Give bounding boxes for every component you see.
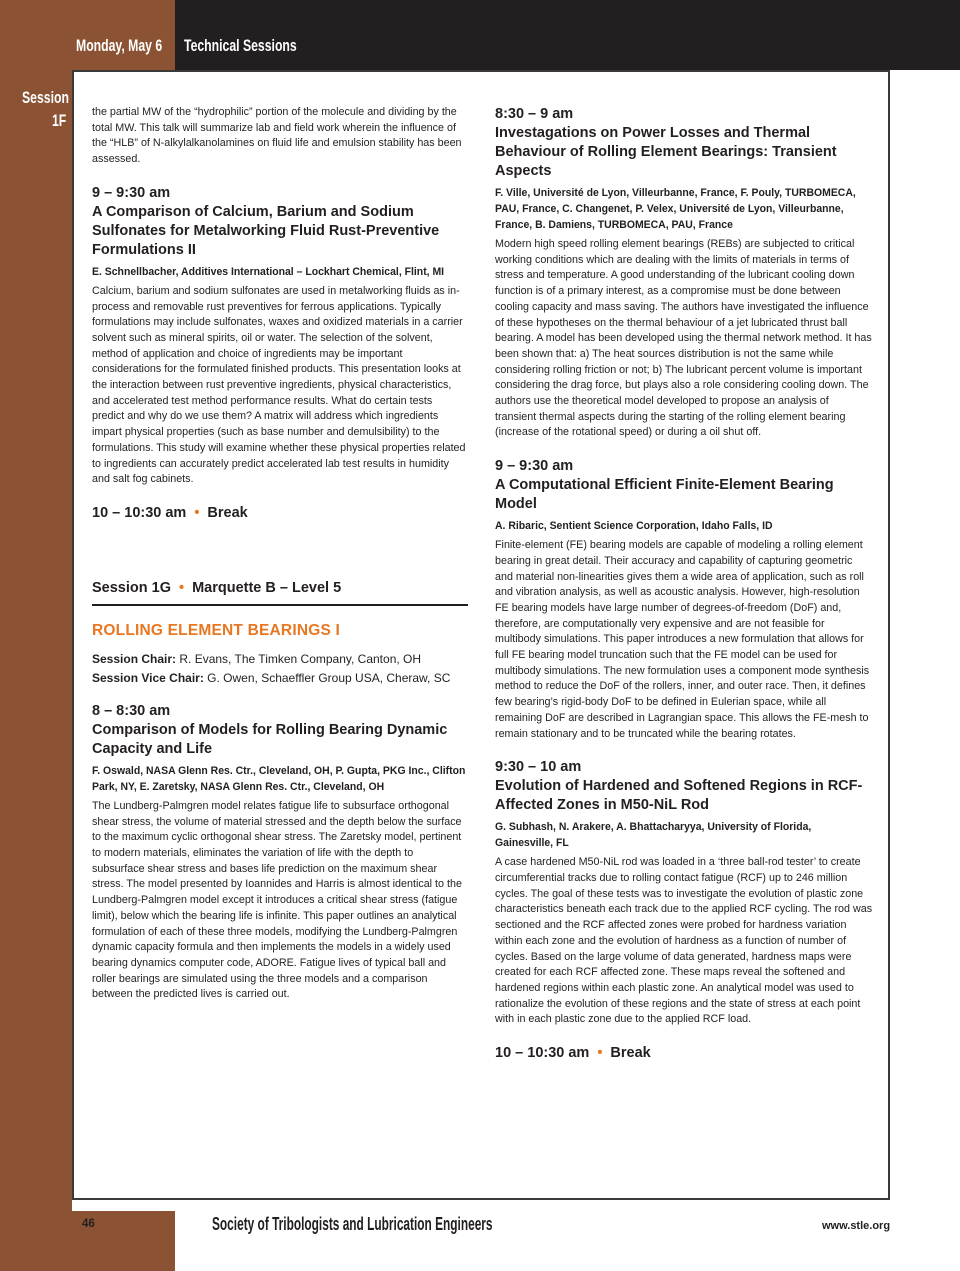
header-day: Monday, May 6 xyxy=(76,36,163,55)
talk-abstract: A case hardened M50-NiL rod was loaded in a ‘three ball-rod tester’ to create circumferential tracks due to rolling contact fatigue (RCF) up to 246 million cycles. The goal of these tests was to investigate the evolution of plastic zone characteristics beneath each track due to the applied RCF cycling. The rod was sectioned and the RCF affected zones were probed for hardness variation within each zone and the evolution of hardness as a function of number of cycles. Based on the large volume of data generated, hardness maps were created for each RCF affected zone. These maps reveal the softened and hardened regions within each plastic zone. An analytical model was used to rationalize the evolution of these regions and the state of stress at each point with in each plastic zone due to the applied RCF load. xyxy=(495,856,873,1026)
break-time: 10 – 10:30 am xyxy=(495,1045,590,1062)
talk-block xyxy=(495,105,873,441)
side-band xyxy=(0,0,72,1271)
break-label: Break xyxy=(610,1045,651,1062)
talk-title: A Computational Efficient Finite-Element Bearing Model xyxy=(495,477,834,513)
session-name: ROLLING ELEMENT BEARINGS I xyxy=(92,621,341,639)
break-entry xyxy=(92,504,468,523)
right-column xyxy=(495,105,873,1063)
talk-title: Investagations on Power Losses and Thermal Behaviour of Rolling Element Bearings: Transient Aspects xyxy=(495,125,837,179)
talk-block xyxy=(495,758,873,1028)
talk-time: 8 – 8:30 am xyxy=(92,702,171,719)
header-brown-block xyxy=(0,0,175,70)
talk-block xyxy=(92,702,468,1003)
talk-time: 9 – 9:30 am xyxy=(495,458,574,475)
session-id: Session 1G xyxy=(92,579,171,596)
break-label: Break xyxy=(207,504,248,521)
bullet-dot: • xyxy=(194,504,200,521)
talk-authors: F. Ville, Université de Lyon, Villeurbanne, France, F. Pouly, TURBOMECA, PAU, France, C. Changenet, P. Velex, Université de Lyon, Villeurbanne, France, B. Damiens, TURBOMECA, PAU, France xyxy=(495,187,856,231)
bullet-dot: • xyxy=(178,579,185,596)
content-box xyxy=(72,70,890,1200)
talk-abstract: The Lundberg-Palmgren model relates fatigue life to subsurface orthogonal shear stress, the volume of material stressed and the depth below the surface to the maximum cyclic orthogonal shear stress. The Zaretsky model, pertinent to modern materials, eliminates the variation of life with the depth to subsurface shear stress and bases life prediction on the maximum shear stress. The model presented by Ioannides and Harris is almost identical to the Lundberg-Palmgren model except it introduces a critical shear stress (fatigue limit), below which the bearing life is infinite. This paper outlines an analytical formulation of each of these three models, modifying the Lundberg-Palmgren dynamic capacity formula and then implements the models in a widely used bearing dynamics computer code, ADORE. Fatigue lives of typical ball and roller bearings are simulated using the three models and a comparison between the predicted lives is carried out. xyxy=(92,799,462,1001)
header-section-title: Technical Sessions xyxy=(184,36,297,55)
session-vice-chair xyxy=(92,669,468,688)
chair-name: R. Evans, The Timken Company, Canton, OH xyxy=(179,651,422,666)
side-tab-session-id: 1F xyxy=(52,111,67,130)
talk-authors: A. Ribaric, Sentient Science Corporation, Idaho Falls, ID xyxy=(495,520,773,533)
continued-abstract: the partial MW of the “hydrophilic” portion of the molecule and dividing by the total MW. This talk will summarize lab and field work wherein the influence of the “HLB” of N-alkylalkanolamines on fluid life and emulsion stability has been assessed. xyxy=(92,106,462,166)
session-heading xyxy=(92,579,468,606)
talk-time: 9 – 9:30 am xyxy=(92,184,171,201)
page-number: 46 xyxy=(82,1218,95,1230)
session-block xyxy=(92,579,468,688)
talk-title: Comparison of Models for Rolling Bearing Dynamic Capacity and Life xyxy=(92,721,448,757)
chair-label: Session Chair: xyxy=(92,651,177,666)
talk-authors: E. Schnellbacher, Additives International – Lockhart Chemical, Flint, MI xyxy=(92,265,445,278)
talk-abstract: Finite-element (FE) bearing models are capable of modeling a rolling element bearing in great detail. Their accuracy and capability of capturing geometric and material non-linearities gives them a wide area of application, such as roll and vibration analysis, as well as acoustic analysis. However, high-resolution FE bearing models have large number of degrees-of-freedom (DoF) and, therefore, are computationally very expensive and are not feasible for multibody simulations. This paper introduces a new formulation that allows for full FE bearing model truncation such that the FE model can be used for multibody simulations. The new formulation uses a component mode synthesis method to reduce the DoF of the rollers, inner, and outer race. Then, it defines few bearing’s rigid-body DoF to be defined in Eulerian space, while all remaining DoF are described in Lagrangian space. This allows the FE-mesh to remain stationary and to be truncated while the bearing rotates. xyxy=(495,539,870,740)
bullet-dot: • xyxy=(597,1045,603,1062)
session-room: Marquette B – Level 5 xyxy=(192,579,342,596)
talk-title: Evolution of Hardened and Softened Regions in RCF-Affected Zones in M50-NiL Rod xyxy=(495,778,863,814)
talk-time: 8:30 – 9 am xyxy=(495,106,574,122)
footer-url[interactable]: www.stle.org xyxy=(822,1220,891,1232)
talk-authors: G. Subhash, N. Arakere, A. Bhattacharyya, University of Florida, Gainesville, FL xyxy=(495,821,812,850)
talk-time: 9:30 – 10 am xyxy=(495,759,582,776)
footer-organization: Society of Tribologists and Lubrication Engineers xyxy=(212,1214,493,1234)
break-time: 10 – 10:30 am xyxy=(92,504,187,521)
talk-abstract: Calcium, barium and sodium sulfonates are used in metalworking fluids as in-process and removable rust preventives for ferrous applications. Typically formulations may include sulfonates, waxes and oxidized materials in a carrier solvent such as mineral spirits, oil or water. The selection of the solvent, method of application and choice of ingredients may be important considerations for the formulated finished products. This presentation looks at the interaction between rust preventive ingredients, physical characteristics, and accelerated test method performance results. What do certain tests predict and why do we use them? A matrix will address which ingredients impart physical properties (such as base number and demulsibility) to the formulations. This study will examine whether these physical properties related to ingredients can accurately predict accelerated lab test results in humidity and salt fog cabinets. xyxy=(92,284,466,486)
talk-title: A Comparison of Calcium, Barium and Sodium Sulfonates for Metalworking Fluid Rust-Preventive Formulations II xyxy=(92,203,440,258)
break-entry xyxy=(495,1044,873,1063)
talk-abstract: Modern high speed rolling element bearings (REBs) are subjected to critical working conditions which are dealing with the limits of materials in terms of stress and temperature. A good understanding of the lubricant cooling down function is of a primary interest, as a compromise must be done between cooling capacity and mass saving. The authors have investigated the influence of these hypotheses on the thermal behaviour of a jet lubricated thrust ball bearing. A model has been developed using the thermal network method. It has been shown that: a) The heat sources distribution is not the same while considering rolling friction or not; b) The lubricant percent volume is important considering the drag force, but plays also a role considering cooling down. The authors use the theoretical model developed to propose an analysis of transient thermal aspects during the starting of the rolling element bearing (increase of the rotational speed) or during a oil shut off. xyxy=(495,238,872,439)
talk-block xyxy=(495,457,873,742)
side-tab-label: Session xyxy=(22,88,69,107)
header-dark-bar xyxy=(175,0,960,70)
left-column xyxy=(92,105,468,1003)
vice-chair-label: Session Vice Chair: xyxy=(92,670,204,685)
session-chair xyxy=(92,650,468,669)
talk-authors: F. Oswald, NASA Glenn Res. Ctr., Cleveland, OH, P. Gupta, PKG Inc., Clifton Park, NY, E. Zaretsky, NASA Glenn Res. Ctr., Cleveland, OH xyxy=(92,764,466,793)
talk-block xyxy=(92,184,468,488)
vice-chair-name: G. Owen, Schaeffler Group USA, Cheraw, SC xyxy=(207,670,451,685)
